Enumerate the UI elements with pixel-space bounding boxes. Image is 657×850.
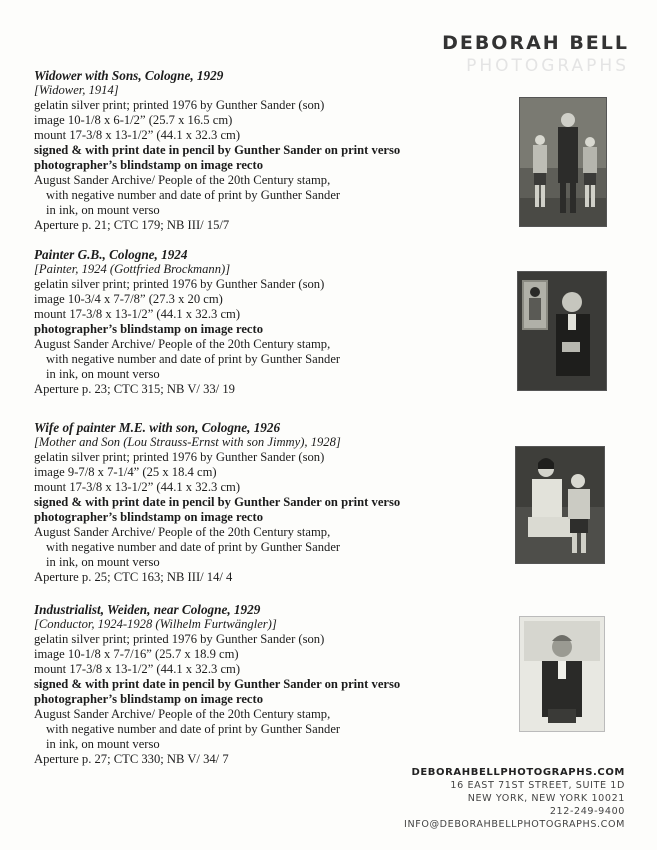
blindstamp-line: photographer’s blindstamp on image recto [34,322,264,336]
artwork-alt-title: [Widower, 1914] [34,83,119,97]
archive-stamp-line: August Sander Archive/ People of the 20th Century stamp, [34,337,331,351]
contact-block [404,766,625,831]
photo-widower-with-sons [519,97,607,227]
photo-industrialist [519,616,605,732]
image-size-line: image 10-1/8 x 7-7/16” (25.7 x 18.9 cm) [34,647,239,661]
archive-stamp-line: in ink, on mount verso [46,367,160,381]
photo-wife-of-painter-with-son [515,446,605,564]
artwork-alt-title: [Mother and Son (Lou Strauss-Ernst with son Jimmy), 1928] [34,435,341,449]
archive-stamp-line: with negative number and date of print by Gunther Sander [46,722,341,736]
signature-line: signed & with print date in pencil by Gunther Sander on print verso [34,143,401,157]
mount-size-line: mount 17-3/8 x 13-1/2” (44.1 x 32.3 cm) [34,480,241,494]
signature-line: signed & with print date in pencil by Gunther Sander on print verso [34,495,401,509]
artwork-entry-1 [34,68,494,233]
archive-stamp-line: with negative number and date of print by Gunther Sander [46,540,341,554]
reference-line: Aperture p. 27; CTC 330; NB V/ 34/ 7 [34,752,229,766]
artwork-title: Industrialist, Weiden, near Cologne, 1929 [34,602,261,617]
mount-size-line: mount 17-3/8 x 13-1/2” (44.1 x 32.3 cm) [34,662,241,676]
artwork-alt-title: [Painter, 1924 (Gottfried Brockmann)] [34,262,231,276]
photo-painter-gb [517,271,607,391]
image-size-line: image 10-1/8 x 6-1/2” (25.7 x 16.5 cm) [34,113,233,127]
blindstamp-line: photographer’s blindstamp on image recto [34,510,264,524]
archive-stamp-line: August Sander Archive/ People of the 20th Century stamp, [34,525,331,539]
artwork-alt-title: [Conductor, 1924-1928 (Wilhelm Furtwängler)] [34,617,277,631]
gallery-name: DEBORAH BELL [442,32,629,54]
artwork-entry-3 [34,420,494,585]
signature-line: signed & with print date in pencil by Gunther Sander on print verso [34,677,401,691]
gallery-subtitle: PHOTOGRAPHS [466,56,629,76]
address-line-1: 16 EAST 71ST STREET, SUITE 1D [450,780,625,791]
archive-stamp-line: with negative number and date of print by Gunther Sander [46,352,341,366]
phone-number: 212-249-9400 [549,806,625,817]
blindstamp-line: photographer’s blindstamp on image recto [34,158,264,172]
medium-line: gelatin silver print; printed 1976 by Gunther Sander (son) [34,98,325,112]
mount-size-line: mount 17-3/8 x 13-1/2” (44.1 x 32.3 cm) [34,128,241,142]
address-line-2: NEW YORK, NEW YORK 10021 [467,793,625,804]
mount-size-line: mount 17-3/8 x 13-1/2” (44.1 x 32.3 cm) [34,307,241,321]
artwork-title: Painter G.B., Cologne, 1924 [34,247,188,262]
reference-line: Aperture p. 21; CTC 179; NB III/ 15/7 [34,218,230,232]
medium-line: gelatin silver print; printed 1976 by Gunther Sander (son) [34,632,325,646]
image-size-line: image 9-7/8 x 7-1/4” (25 x 18.4 cm) [34,465,217,479]
archive-stamp-line: in ink, on mount verso [46,737,160,751]
image-size-line: image 10-3/4 x 7-7/8” (27.3 x 20 cm) [34,292,223,306]
artwork-title: Widower with Sons, Cologne, 1929 [34,68,224,83]
medium-line: gelatin silver print; printed 1976 by Gunther Sander (son) [34,450,325,464]
artwork-entry-2 [34,247,494,397]
archive-stamp-line: in ink, on mount verso [46,203,160,217]
reference-line: Aperture p. 23; CTC 315; NB V/ 33/ 19 [34,382,235,396]
archive-stamp-line: in ink, on mount verso [46,555,160,569]
archive-stamp-line: August Sander Archive/ People of the 20th Century stamp, [34,707,331,721]
archive-stamp-line: with negative number and date of print by Gunther Sander [46,188,341,202]
medium-line: gelatin silver print; printed 1976 by Gunther Sander (son) [34,277,325,291]
artwork-entry-4 [34,602,494,767]
email-link[interactable]: INFO@DEBORAHBELLPHOTOGRAPHS.COM [404,819,625,830]
artwork-title: Wife of painter M.E. with son, Cologne, 1926 [34,420,281,435]
reference-line: Aperture p. 25; CTC 163; NB III/ 14/ 4 [34,570,233,584]
archive-stamp-line: August Sander Archive/ People of the 20th Century stamp, [34,173,331,187]
website-link[interactable]: DEBORAHBELLPHOTOGRAPHS.COM [411,767,625,778]
blindstamp-line: photographer’s blindstamp on image recto [34,692,264,706]
